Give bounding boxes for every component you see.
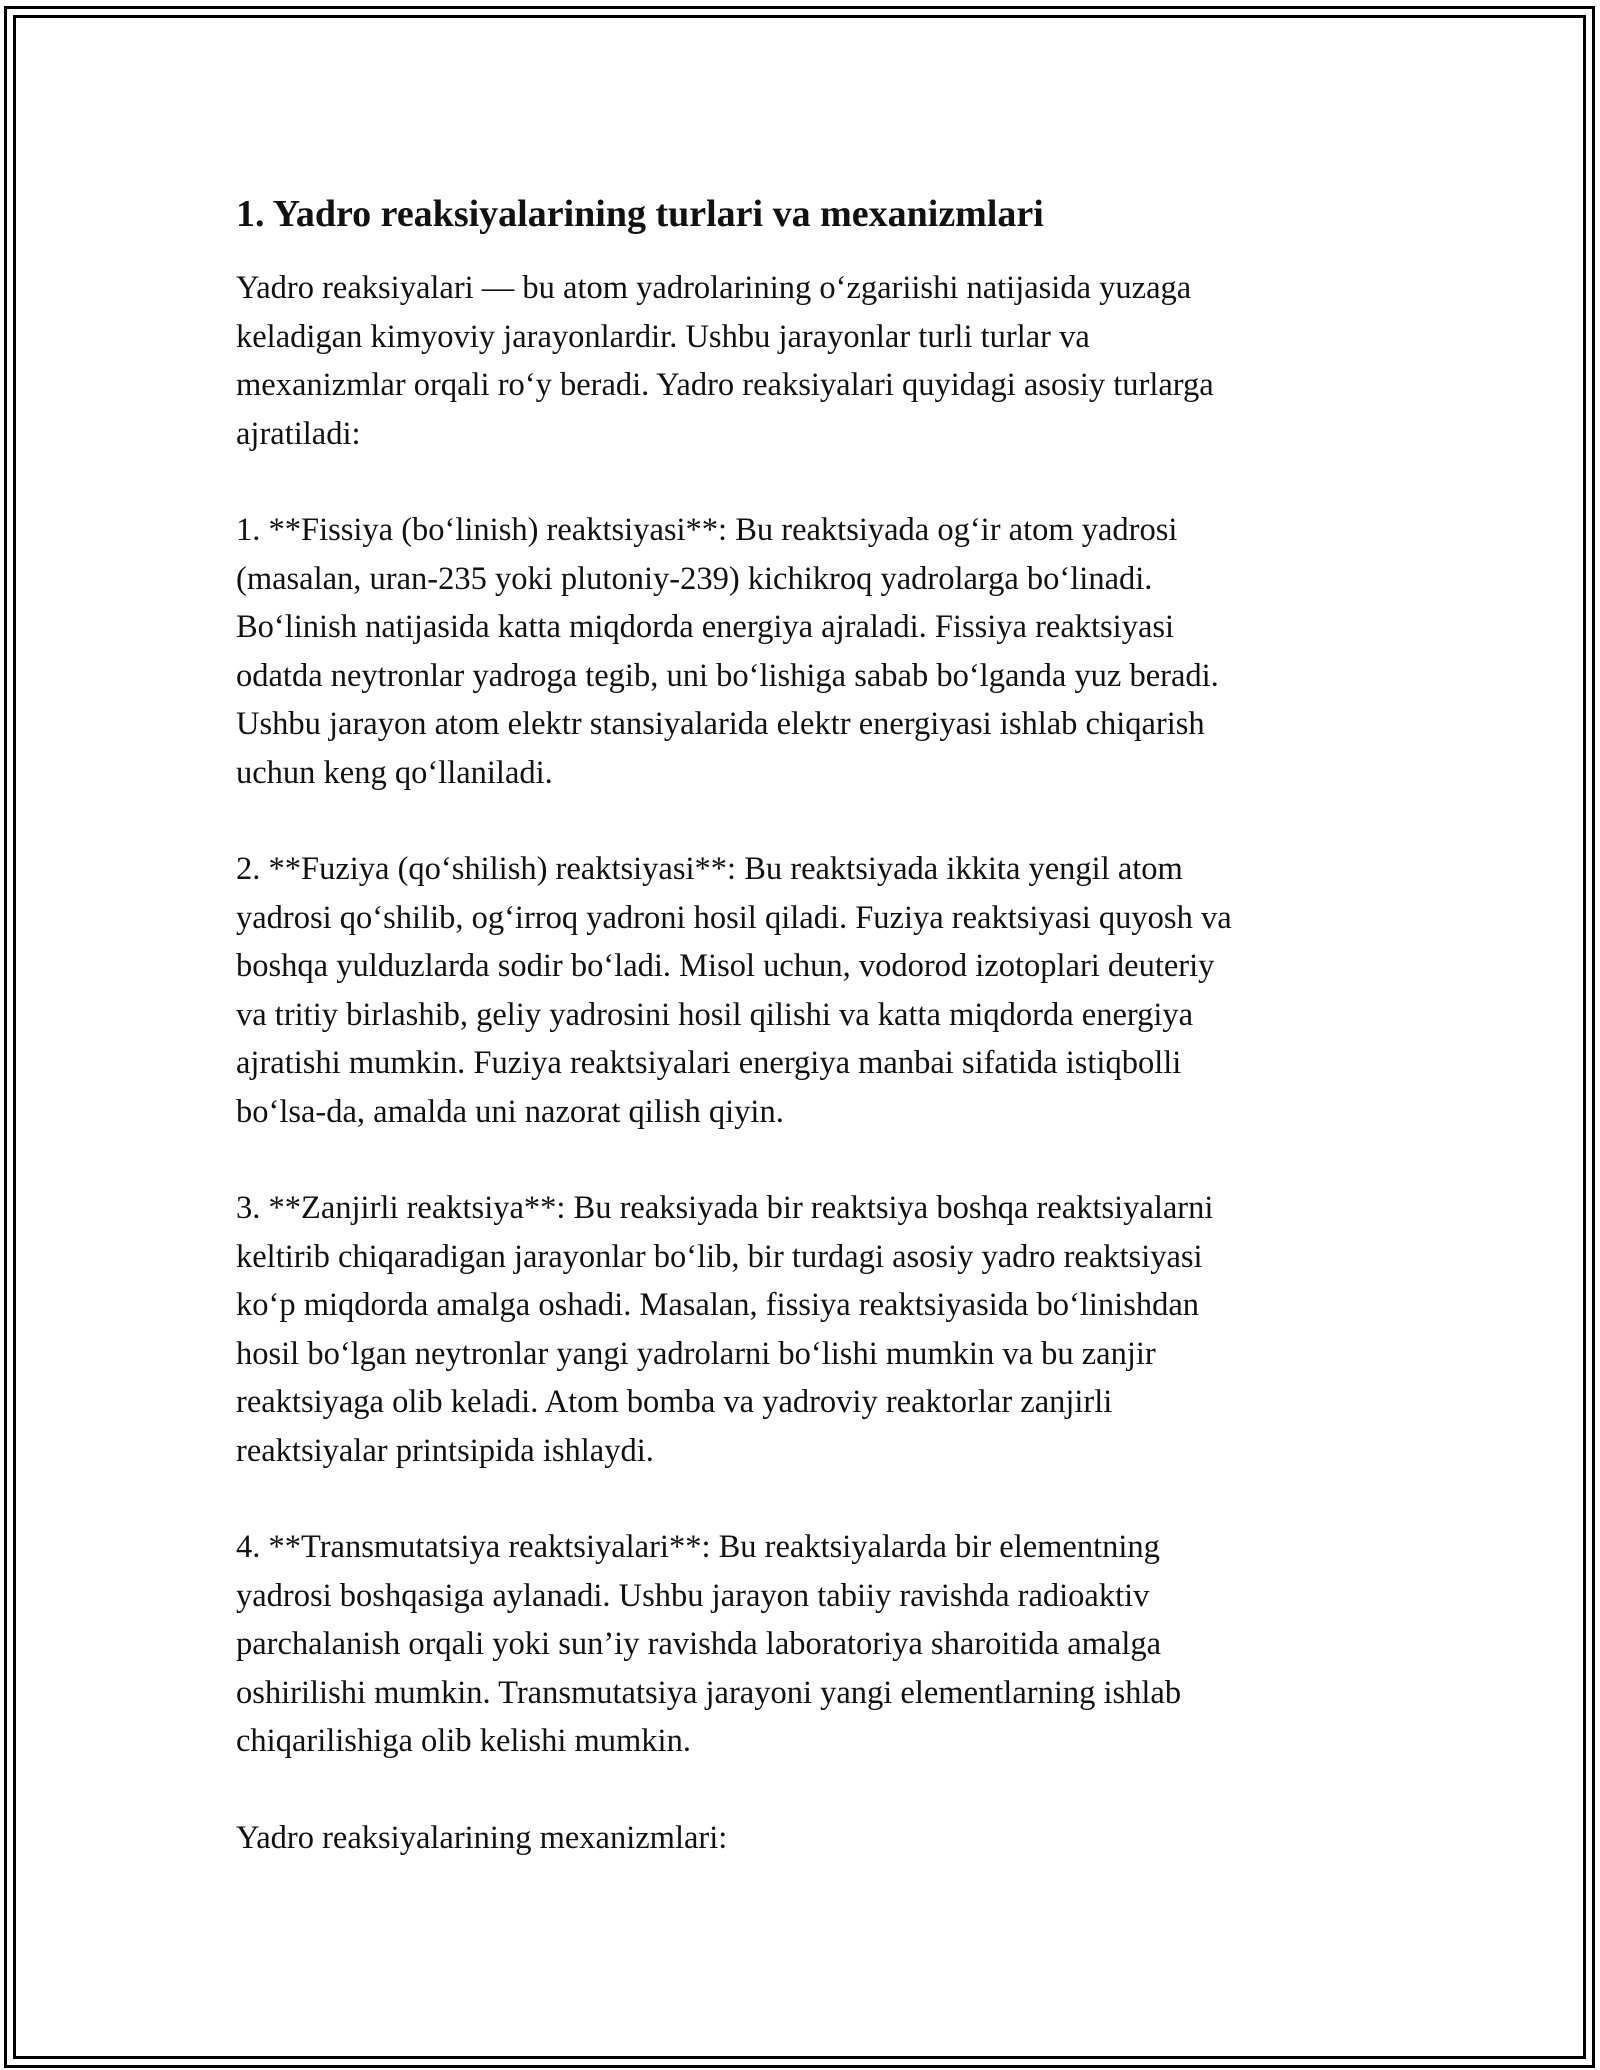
list-item-fusion: 2. **Fuziya (qoʻshilish) reaktsiyasi**: Bu reaktsiyada ikkita yengil atom yadrosi qoʻshilib, ogʻirroq yadroni hosil qiladi. Fuziya reaktsiyasi quyosh va boshqa yulduzlarda sodir boʻladi. Misol uchun, vodorod izotoplari deuteriy va tritiy birlashib, geliy yadrosini hosil qilishi va katta miqdorda energiya ajratishi mumkin. Fuziya reaktsiyalari energiya manbai sifatida istiqbolli boʻlsa-da, amalda uni nazorat qilish qiyin. <box>236 851 1232 1130</box>
list-item-fission: 1. **Fissiya (boʻlinish) reaktsiyasi**: Bu reaktsiyada ogʻir atom yadrosi (masalan, uran-235 yoki plutoniy-239) kichikroq yadrolarga boʻlinadi. Boʻlinish natijasida katta miqdorda energiya ajraladi. Fissiya reaktsiyasi odatda neytronlar yadroga tegib, uni boʻlishiga sabab boʻlganda yuz beradi. Ushbu jarayon atom elektr stansiyalarida elektr energiyasi ishlab chiqarish uchun keng qoʻllaniladi. <box>236 512 1219 791</box>
document-body <box>236 186 1376 1910</box>
page-title: 1. Yadro reaksiyalarining turlari va mexanizmlari <box>236 193 1044 235</box>
closing-paragraph: Yadro reaksiyalarining mexanizmlari: <box>236 1819 728 1856</box>
list-item-transmutation: 4. **Transmutatsiya reaktsiyalari**: Bu reaktsiyalarda bir elementning yadrosi boshqasiga aylanadi. Ushbu jarayon tabiiy ravishda radioaktiv parchalanish orqali yoki sun’iy ravishda laboratoriya sharoitida amalga oshirilishi mumkin. Transmutatsiya jarayoni yangi elementlarning ishlab chiqarilishiga olib kelishi mumkin. <box>236 1529 1182 1759</box>
list-item-chain-reaction: 3. **Zanjirli reaktsiya**: Bu reaksiyada bir reaktsiya boshqa reaktsiyalarni keltirib chiqaradigan jarayonlar boʻlib, bir turdagi asosiy yadro reaktsiyasi koʻp miqdorda amalga oshadi. Masalan, fissiya reaktsiyasida boʻlinishdan hosil boʻlgan neytronlar yangi yadrolarni boʻlishi mumkin va bu zanjir reaktsiyaga olib keladi. Atom bomba va yadroviy reaktorlar zanjirli reaktsiyalar printsipida ishlaydi. <box>236 1190 1214 1469</box>
intro-paragraph: Yadro reaksiyalari — bu atom yadrolarining oʻzgariishi natijasida yuzaga keladigan kimyoviy jarayonlardir. Ushbu jarayonlar turli turlar va mexanizmlar orqali roʻy beradi. Yadro reaksiyalari quyidagi asosiy turlarga ajratiladi: <box>236 270 1214 452</box>
